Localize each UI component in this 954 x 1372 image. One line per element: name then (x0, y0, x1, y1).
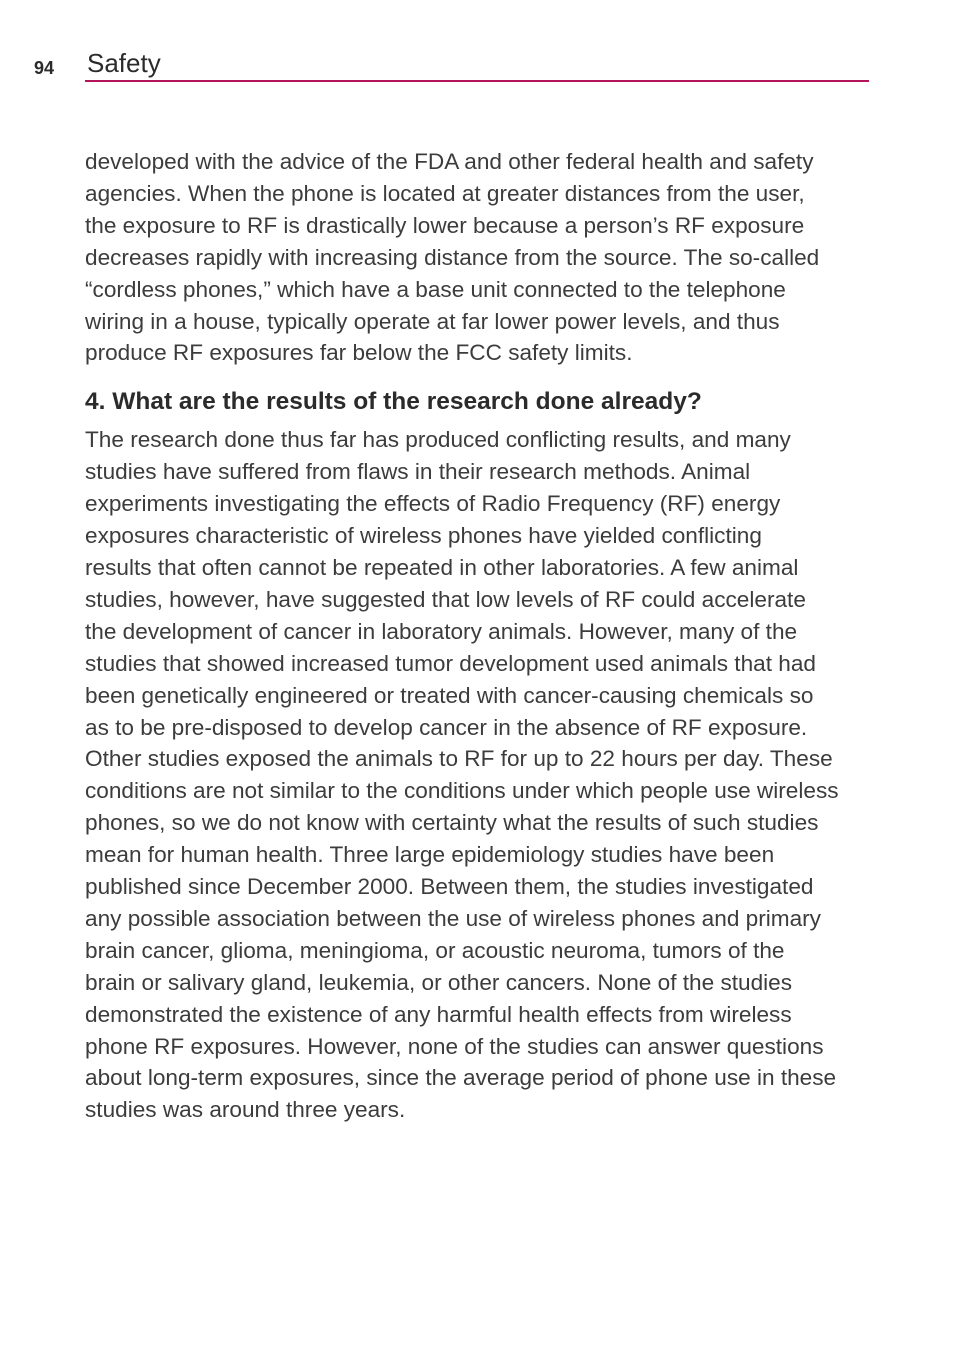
answer-paragraph: The research done thus far has produced conflicting results, and many studies have suffered from flaws in their research methods. Animal experiments investigating the effects of Radio Frequency (RF) energy exposures characteristic of wireless phones have yielded conflicting results that often cannot be repeated in other laboratories. A few animal studies, however, have suggested that low levels of RF could accelerate the development of cancer in laboratory animals. However, many of the studies that showed increased tumor development used animals that had been genetically engineered or treated with cancer-causing chemicals so as to be pre-disposed to develop cancer in the absence of RF exposure. Other studies exposed the animals to RF for up to 22 hours per day. These conditions are not similar to the conditions under which people use wireless phones, so we do not know with certainty what the results of such studies mean for human health. Three large epidemiology studies have been published since December 2000. Between them, the studies investigated any possible association between the use of wireless phones and primary brain cancer, glioma, meningioma, or acoustic neuroma, tumors of the brain or salivary gland, leukemia, or other cancers. None of the studies demonstrated the existence of any harmful health effects from wireless phone RF exposures. However, none of the studies can answer questions about long-term exposures, since the average period of phone use in these studies was around three years. (85, 427, 839, 1123)
page-content (85, 146, 875, 1126)
page-header (0, 0, 954, 90)
intro-paragraph: developed with the advice of the FDA and other federal health and safety agencies. When the phone is located at greater distances from the user, the exposure to RF is drastically lower because a person’s RF exposure decreases rapidly with increasing distance from the source. The so-called “cordless phones,” which have a base unit connected to the telephone wiring in a house, typically operate at far lower power levels, and thus produce RF exposures far below the FCC safety limits. (85, 149, 820, 366)
header-rule (85, 80, 869, 82)
question-heading: 4. What are the results of the research done already? (85, 388, 702, 416)
page-number: 94 (34, 58, 55, 78)
section-title: Safety (87, 48, 161, 78)
